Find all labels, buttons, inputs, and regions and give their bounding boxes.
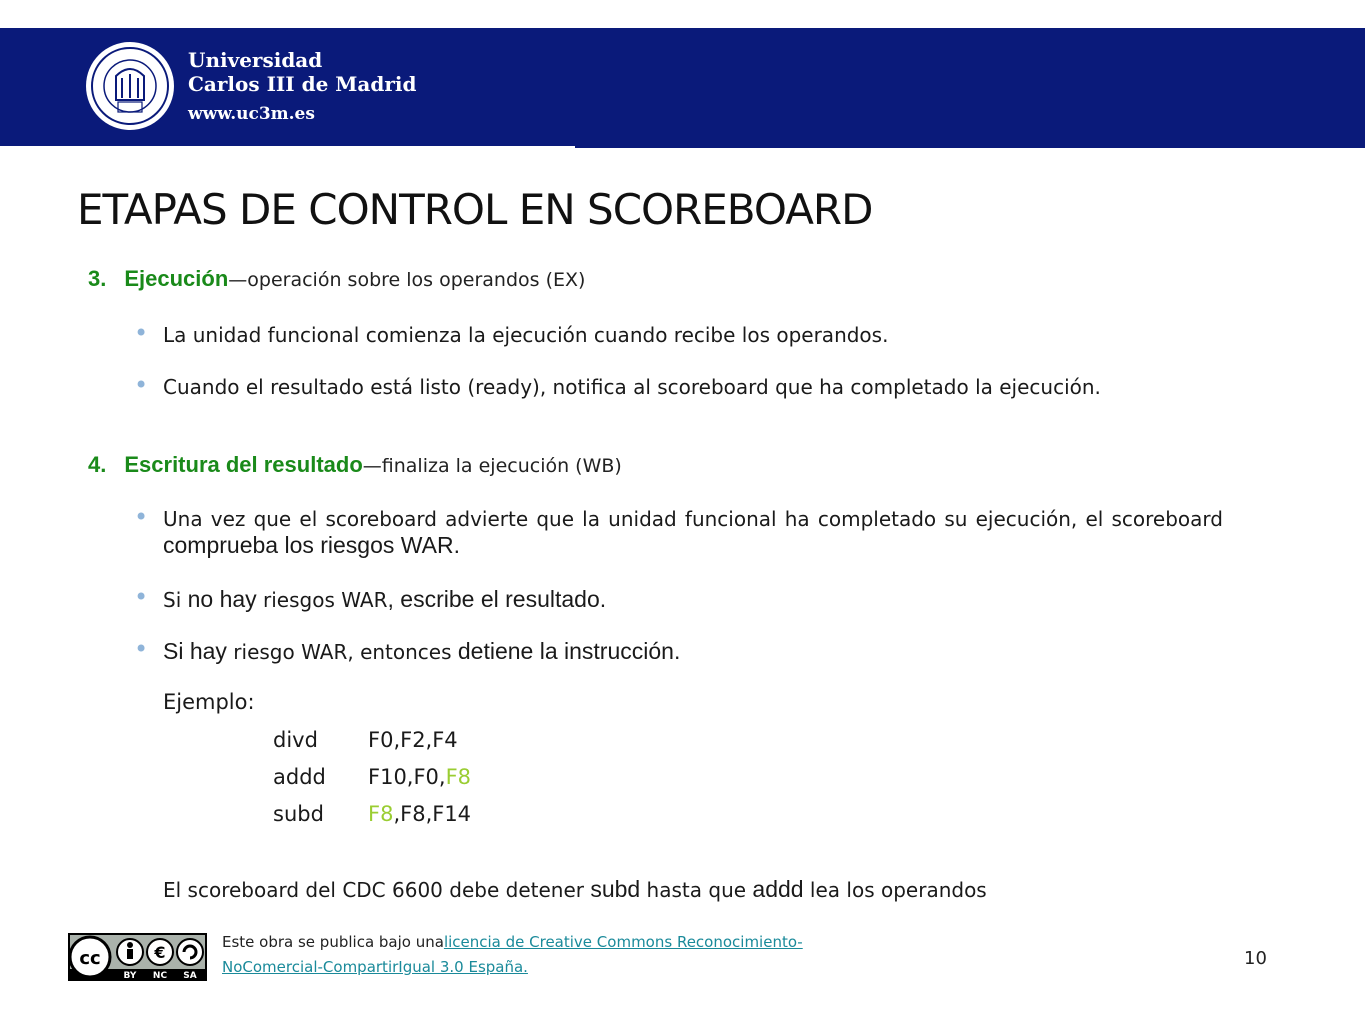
page-number: 10 <box>1244 948 1267 969</box>
operand: ,F8,F14 <box>393 802 472 826</box>
conclusion-part: hasta que <box>640 878 753 902</box>
instruction-op: divd <box>273 728 318 752</box>
conclusion-emphasis: subd <box>590 876 641 902</box>
license-notice <box>222 930 803 980</box>
step-4-bullet-2 <box>163 586 1223 613</box>
instruction-args <box>368 765 471 789</box>
bullet-text-mid: riesgo WAR, entonces <box>226 640 458 664</box>
svg-text:€: € <box>154 943 166 962</box>
instruction-op: subd <box>273 802 324 826</box>
bullet-text-end: , escribe el resultado. <box>387 586 607 612</box>
bullet-emphasis: comprueba los riesgos WAR <box>163 532 454 558</box>
operand: F0,F2,F4 <box>368 728 458 752</box>
step-3-heading <box>88 266 585 292</box>
step-3-bullet-2: • Cuando el resultado está listo (ready), notifica al scoreboard que ha completado la ejecución. <box>163 374 1223 400</box>
step-4-title: Escritura del resultado <box>124 452 363 477</box>
step-4-bullet-3 <box>163 638 1223 665</box>
instruction-op: addd <box>273 765 326 789</box>
university-name-line1: Universidad <box>188 48 323 72</box>
step-3-number: 3. <box>88 266 107 291</box>
conclusion-part: lea los operandos <box>803 878 987 902</box>
license-link-continued[interactable]: NoComercial-CompartirIgual 3.0 España. <box>222 958 528 976</box>
example-label: Ejemplo: <box>163 690 255 714</box>
university-seal-icon <box>84 40 176 132</box>
operand-highlight: F8 <box>368 802 394 826</box>
operand-highlight: F8 <box>445 765 472 789</box>
svg-text:cc: cc <box>79 948 101 969</box>
slide-title: ETAPAS DE CONTROL EN SCOREBOARD <box>77 185 873 234</box>
step-4-bullet-1 <box>163 506 1223 559</box>
step-3-bullet-1: • La unidad funcional comienza la ejecución cuando recibe los operandos. <box>163 322 1223 348</box>
university-name-line2: Carlos III de Madrid <box>188 72 417 96</box>
conclusion-emphasis: addd <box>752 876 804 902</box>
conclusion-text <box>163 876 987 903</box>
step-3-description: —operación sobre los operandos (EX) <box>228 269 586 291</box>
bullet-text-end: . <box>453 532 460 558</box>
bullet-emphasis: Si hay <box>163 638 227 664</box>
instruction-args <box>368 728 458 752</box>
header-divider <box>0 146 575 148</box>
badge-label-by: BY <box>123 971 137 981</box>
bullet-text-mid: riesgos WAR <box>256 588 388 612</box>
license-link[interactable]: licencia de Creative Commons Reconocimiento- <box>443 933 803 951</box>
step-3-title: Ejecución <box>124 266 229 291</box>
conclusion-part: El scoreboard del CDC 6600 debe detener <box>163 878 591 902</box>
university-url: www.uc3m.es <box>188 104 315 124</box>
bullet-text-end: detiene la instrucción. <box>457 638 681 664</box>
badge-label-nc: NC <box>152 971 168 981</box>
instruction-args <box>368 802 471 826</box>
university-name <box>188 48 416 96</box>
creative-commons-icon <box>68 933 207 981</box>
step-4-description: —finaliza la ejecución (WB) <box>362 455 622 477</box>
badge-label-sa: SA <box>183 971 197 981</box>
bullet-emphasis: no hay <box>187 586 257 612</box>
bullet-text: Una vez que el scoreboard advierte que la unidad funcional ha completado su ejecución, el scoreboard <box>163 507 1223 531</box>
step-4-heading <box>88 452 622 478</box>
operand: F10,F0, <box>368 765 446 789</box>
license-prefix: Este obra se publica bajo una <box>222 933 444 951</box>
bullet-text: Si <box>163 588 188 612</box>
step-4-number: 4. <box>88 452 107 477</box>
